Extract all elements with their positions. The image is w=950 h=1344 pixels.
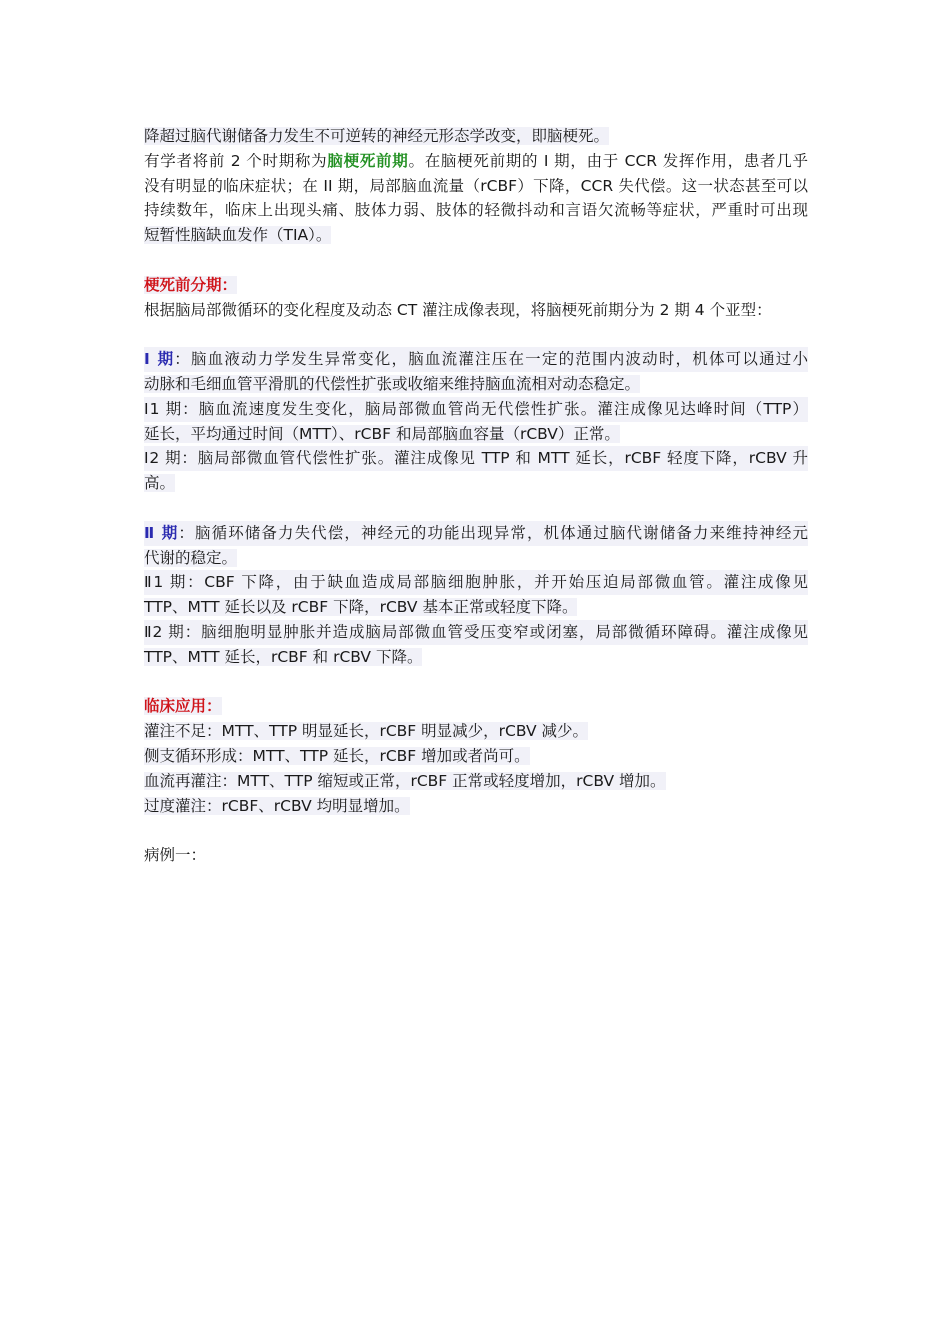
intro-text-3: 没有明显的临床症状；在 II 期，局部脑血流量（rCBF）下降，CCR 失代偿。这一状态甚至可以 [144,176,808,195]
phase1-line-2 [144,372,808,397]
staging-heading: 梗死前分期： [144,275,238,294]
intro-line-1 [144,124,808,149]
intro-text-1: 降超过脑代谢储备力发生不可逆转的神经元形态学改变，即脑梗死。 [144,127,610,145]
clinical-item [144,719,808,744]
intro-text-2a: 有学者将前 2 个时期称为 [144,151,328,170]
clinical-item-text: 过度灌注：rCBF、rCBV 均明显增加。 [144,796,410,815]
intro-text-2b: 。在脑梗死前期的 I 期，由于 CCR 发挥作用，患者几乎 [408,151,808,170]
term-pre-infarction: 脑梗死前期 [327,151,409,170]
phase2-label: Ⅱ 期 [144,523,179,542]
clinical-item [144,744,808,769]
phase1-sub1-text-1: Ⅰ1 期：脑血流速度发生变化，脑局部微血管尚无代偿性扩张。灌注成像见达峰时间（TTP） [144,399,808,418]
clinical-item-text: 灌注不足：MTT、TTP 明显延长，rCBF 明显减少，rCBV 减少。 [144,722,589,741]
phase2-sub1-text-2: TTP、MTT 延长以及 rCBF 下降，rCBV 基本正常或轻度下降。 [144,598,578,617]
intro-line-3 [144,174,808,199]
phase2-sub2-line-2 [144,645,808,670]
phase2-line-2 [144,546,808,571]
phase1-sub2-text-2: 高。 [144,474,176,493]
phase1-label: Ⅰ 期 [144,350,175,369]
intro-text-5: 短暂性脑缺血发作（TIA）。 [144,226,332,245]
clinical-item [144,794,808,819]
staging-desc-line [144,298,808,323]
phase1-sub1-text-2: 延长，平均通过时间（MTT）、rCBF 和局部脑血容量（rCBV）正常。 [144,424,620,443]
phase1-line-1 [144,347,808,372]
document-page [144,124,808,868]
phase1-sub1-line-2 [144,422,808,447]
phase1-text-1: ：脑血液动力学发生异常变化，脑血流灌注压在一定的范围内波动时，机体可以通过小 [174,350,808,369]
staging-desc: 根据脑局部微循环的变化程度及动态 CT 灌注成像表现，将脑梗死前期分为 2 期 4 个亚型： [144,300,772,319]
phase1-text-2: 动脉和毛细血管平滑肌的代偿性扩张或收缩来维持脑血流相对动态稳定。 [144,374,641,393]
phase1-sub1-line-1 [144,397,808,422]
intro-text-4: 持续数年，临床上出现头痛、肢体力弱、肢体的轻微抖动和言语欠流畅等症状，严重时可出现 [144,201,808,220]
clinical-heading-line [144,694,808,719]
clinical-heading: 临床应用： [144,697,222,716]
phase2-sub2-text-2: TTP、MTT 延长，rCBF 和 rCBV 下降。 [144,647,423,666]
phase2-sub1-text-1: Ⅱ1 期：CBF 下降，由于缺血造成局部脑细胞肿胀，并开始压迫局部微血管。灌注成像见 [144,573,808,592]
phase1-sub2-text-1: Ⅰ2 期：脑局部微血管代偿性扩张。灌注成像见 TTP 和 MTT 延长，rCBF 轻度下降，rCBV 升 [144,449,808,468]
phase2-sub2-text-1: Ⅱ2 期：脑细胞明显肿胀并造成脑局部微血管受压变窄或闭塞，局部微循环障碍。灌注成像见 [144,622,808,641]
phase2-text-1: ：脑循环储备力失代偿，神经元的功能出现异常，机体通过脑代谢储备力来维持神经元 [178,523,808,542]
intro-line-4 [144,198,808,223]
phase1-sub2-line-2 [144,471,808,496]
intro-line-5 [144,223,808,248]
clinical-item-text: 血流再灌注：MTT、TTP 缩短或正常，rCBF 正常或轻度增加，rCBV 增加。 [144,771,666,790]
clinical-item [144,769,808,794]
phase2-text-2: 代谢的稳定。 [144,548,238,567]
phase2-line-1 [144,521,808,546]
phase2-sub1-line-2 [144,595,808,620]
phase2-sub2-line-1 [144,620,808,645]
phase2-sub1-line-1 [144,570,808,595]
intro-line-2 [144,149,808,174]
clinical-item-text: 侧支循环形成：MTT、TTP 延长，rCBF 增加或者尚可。 [144,746,530,765]
case-line [144,843,808,868]
staging-heading-line [144,273,808,298]
case-label: 病例一： [144,846,207,865]
phase1-sub2-line-1 [144,446,808,471]
